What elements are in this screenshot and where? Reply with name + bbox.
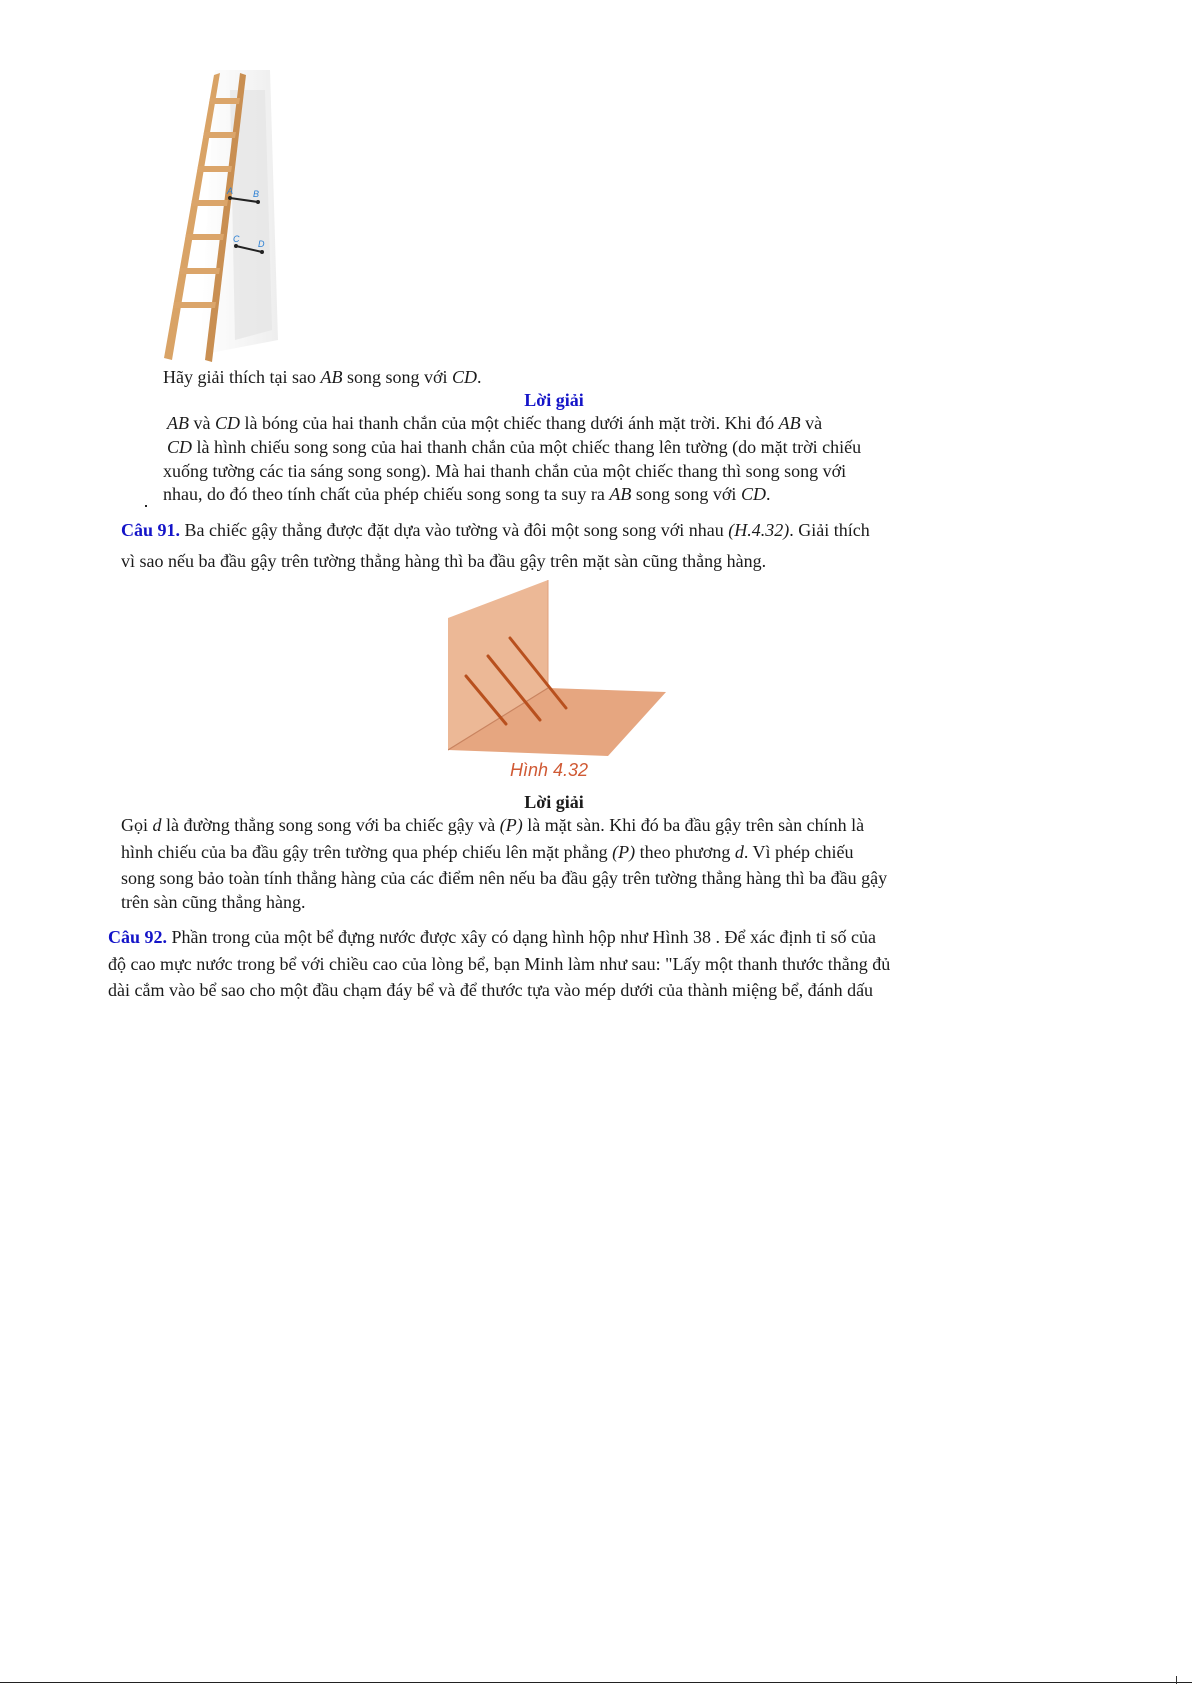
q91-line-1: Câu 91. Ba chiếc gậy thẳng được đặt dựa vào tường và đôi một song song với nhau (H.4.32). Giải thích	[121, 520, 870, 540]
label-d: D	[258, 239, 265, 249]
q91-solution-line-1: Gọi d là đường thẳng song song với ba chiếc gậy và (P) là mặt sàn. Khi đó ba đầu gậy trên sàn chính là	[121, 815, 865, 835]
q92-line-1: Câu 92. Phần trong của một bể đựng nước được xây có dạng hình hộp như Hình 38 . Để xác định tỉ số của	[108, 927, 876, 947]
q90-question: Hãy giải thích tại sao AB song song với CD.	[163, 367, 482, 387]
stray-mark	[145, 505, 147, 507]
page-corner-mark	[1176, 1676, 1177, 1684]
q92-label: Câu 92.	[108, 927, 168, 947]
q91-line-2: vì sao nếu ba đầu gậy trên tường thẳng hàng thì ba đầu gậy trên mặt sàn cũng thẳng hàng.	[121, 551, 767, 571]
q91-solution-line-3: song song bảo toàn tính thẳng hàng của các điểm nên nếu ba đầu gậy trên tường thẳng hàng thì ba đầu gậy	[121, 868, 888, 888]
label-a: A	[227, 186, 234, 196]
q91-label: Câu 91.	[121, 520, 181, 540]
ladder-figure	[160, 70, 310, 365]
figure-caption: Hình 4.32	[510, 760, 589, 780]
label-c: C	[233, 234, 240, 244]
q91-solution-heading: Lời giải	[524, 792, 584, 812]
figure-4-32	[448, 578, 688, 760]
q91-solution-line-2: hình chiếu của ba đầu gậy trên tường qua phép chiếu lên mặt phẳng (P) theo phương d. Vì phép chiếu	[121, 842, 854, 862]
q92-line-3: dài cắm vào bể sao cho một đầu chạm đáy bể và để thước tựa vào mép dưới của thành miệng bể, đánh dấu	[108, 980, 874, 1000]
label-b: B	[253, 189, 260, 199]
q90-solution-heading: Lời giải	[524, 390, 584, 410]
q90-solution-line-3: xuống tường các tia sáng song song). Mà hai thanh chắn của một chiếc thang thì song song với	[163, 461, 847, 481]
page-bottom-rule	[0, 1682, 1192, 1683]
q90-solution-line-2: CD là hình chiếu song song của hai thanh chắn của một chiếc thang lên tường (do mặt trời chiếu	[167, 437, 862, 457]
q90-solution-line-1: AB và CD là bóng của hai thanh chắn của một chiếc thang dưới ánh mặt trời. Khi đó AB và	[167, 413, 823, 433]
q92-line-2: độ cao mực nước trong bể với chiều cao của lòng bể, bạn Minh làm như sau: "Lấy một thanh thước thẳng đủ	[108, 954, 891, 974]
q90-solution-line-4: nhau, do đó theo tính chất của phép chiếu song song ta suy ra AB song song với CD.	[163, 484, 771, 504]
q91-solution-line-4: trên sàn cũng thẳng hàng.	[121, 892, 306, 912]
